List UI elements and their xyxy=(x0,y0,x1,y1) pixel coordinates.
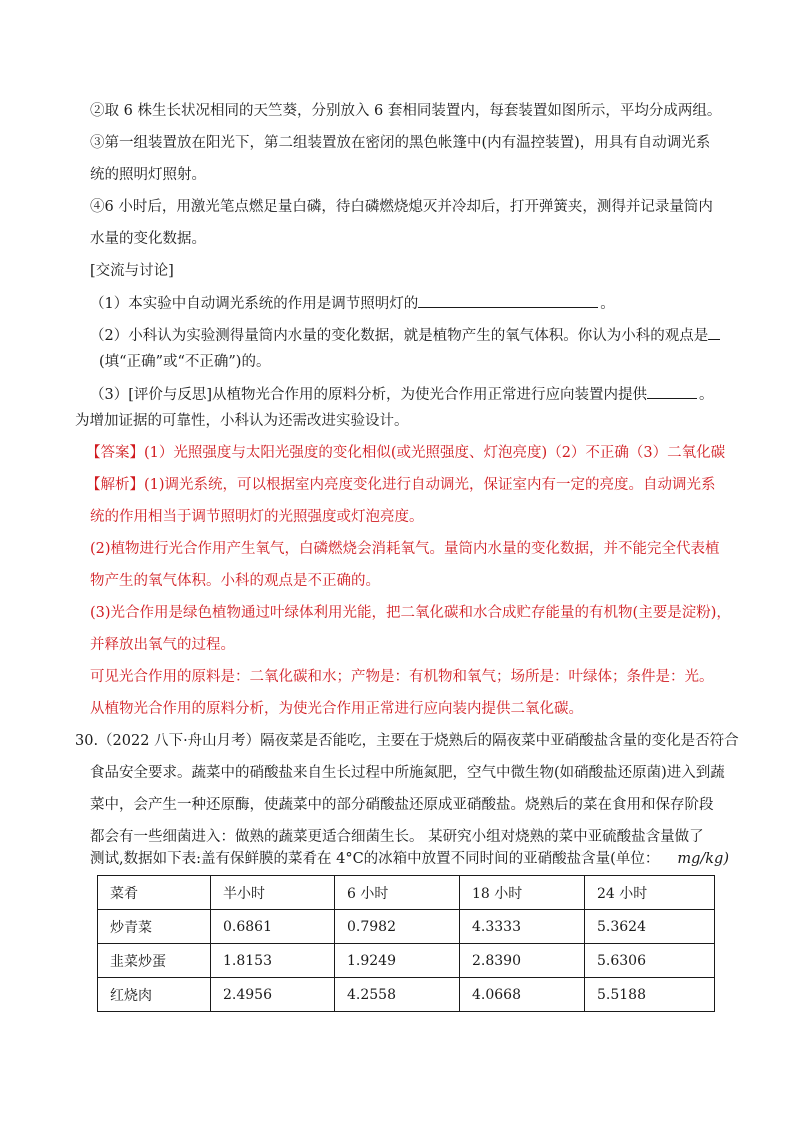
table-cell: 4.3333 xyxy=(460,910,585,944)
step-2: ②取 6 株生长状况相同的天竺葵，分别放入 6 套相同装置内，每套装置如图所示，平均分成两组。 xyxy=(90,103,722,119)
answer-line: 【答案】(1）光照强度与太阳光强度的变化相似(或光照强度、灯泡亮度)（2）不正确（3）二氧化碳 xyxy=(86,445,726,461)
analysis-line-7: 可见光合作用的原料是：二氧化碳和水；产物是：有机物和氧气；场所是：叶绿体；条件是：光。 xyxy=(90,669,714,685)
analysis-line-3: (2)植物进行光合作用产生氧气，白磷燃烧会消耗氧气。量筒内水量的变化数据，并不能完全代表植 xyxy=(90,541,720,557)
table-cell: 0.6861 xyxy=(211,910,335,944)
question-3-text: （3）[评价与反思]从植物光合作用的原料分析，为使光合作用正常进行应向装置内提供 xyxy=(90,387,648,403)
unit-label: mg/kg) xyxy=(677,851,729,867)
table-cell: 炒青菜 xyxy=(98,910,211,944)
table-cell: 4.0668 xyxy=(460,978,585,1012)
step-3-line1: ③第一组装置放在阳光下，第二组装置放在密闭的黑色帐篷中(内有温控装置)，用具有自动调光系 xyxy=(90,135,711,151)
nitrite-table xyxy=(97,875,715,1012)
question-1-text: （1）本实验中自动调光系统的作用是调节照明灯的 xyxy=(90,296,419,312)
question-2-text: （2）小科认为实验测得量筒内水量的变化数据，就是植物产生的氧气体积。你认为小科的观点是 xyxy=(90,328,709,344)
table-cell: 2.8390 xyxy=(460,944,585,978)
question-2-line2: (填“正确”或“不正确”)的。 xyxy=(99,354,271,370)
table-cell: 5.5188 xyxy=(585,978,715,1012)
table-header-cell: 半小时 xyxy=(211,876,335,910)
table-header-cell: 菜肴 xyxy=(98,876,211,910)
question-1-end: 。 xyxy=(600,296,615,312)
analysis-line-5: (3)光合作用是绿色植物通过叶绿体利用光能，把二氧化碳和水合成贮存能量的有机物(主要是淀粉)， xyxy=(90,605,731,621)
analysis-line-4: 物产生的氧气体积。小科的观点是不正确的。 xyxy=(90,573,380,589)
question-3-end: 。 xyxy=(699,387,714,403)
question-3-line2: 为增加证据的可靠性，小科认为还需改进实验设计。 xyxy=(75,413,409,429)
step-4-line1: ④6 小时后，用激光笔点燃足量白磷，待白磷燃烧熄灭并冷却后，打开弹簧夹，测得并记录量筒内 xyxy=(90,199,713,215)
answer-blank-2 xyxy=(708,325,720,340)
table-header-row xyxy=(98,876,715,910)
table-cell: 2.4956 xyxy=(211,978,335,1012)
table-cell: 韭菜炒蛋 xyxy=(98,944,211,978)
step-4-line2: 水量的变化数据。 xyxy=(90,231,206,247)
discussion-heading: [交流与讨论] xyxy=(90,263,174,279)
table-cell: 5.6306 xyxy=(585,944,715,978)
question-30-last-text: 测试,数据如下表:盖有保鲜膜的菜肴在 4°C的冰箱中放置不同时间的亚硝酸盐含量(单位： xyxy=(90,851,660,867)
analysis-line-1: 【解析】(1)调光系统，可以根据室内亮度变化进行自动调光，保证室内有一定的亮度。自动调光系 xyxy=(86,477,716,493)
question-1 xyxy=(90,293,615,314)
answer-blank-1 xyxy=(418,293,598,308)
analysis-line-8: 从植物光合作用的原料分析，为使光合作用正常进行应向装内提供二氧化碳。 xyxy=(90,701,583,717)
table-header-cell: 6 小时 xyxy=(335,876,460,910)
answer-blank-3 xyxy=(647,384,697,399)
table-row xyxy=(98,944,715,978)
question-30-line3: 菜中，会产生一种还原酶，使蔬菜中的部分硝酸盐还原成亚硝酸盐。烧熟后的菜在食用和保存阶段 xyxy=(90,797,714,813)
table-row xyxy=(98,978,715,1012)
table-cell: 0.7982 xyxy=(335,910,460,944)
table-cell: 4.2558 xyxy=(335,978,460,1012)
table-cell: 红烧肉 xyxy=(98,978,211,1012)
step-3-line2: 统的照明灯照射。 xyxy=(90,167,206,183)
table-header-cell: 18 小时 xyxy=(460,876,585,910)
table-header-cell: 24 小时 xyxy=(585,876,715,910)
question-3 xyxy=(90,384,714,405)
table-cell: 1.9249 xyxy=(335,944,460,978)
analysis-line-2: 统的作用相当于调节照明灯的光照强度或灯泡亮度。 xyxy=(90,509,424,525)
question-30-line5 xyxy=(90,849,729,869)
table-cell: 1.8153 xyxy=(211,944,335,978)
table-cell: 5.3624 xyxy=(585,910,715,944)
question-30-line1: 30.（2022 八下·舟山月考）隔夜菜是否能吃，主要在于烧熟后的隔夜菜中亚硝酸盐含量的变化是否符合 xyxy=(75,733,739,749)
question-30-line4: 都会有一些细菌进入：做熟的蔬菜更适合细菌生长。 某研究小组对烧熟的菜中亚硫酸盐含量做了 xyxy=(90,829,704,845)
question-30-line2: 食品安全要求。蔬菜中的硝酸盐来自生长过程中所施氮肥，空气中微生物(如硝酸盐还原菌)进入到蔬 xyxy=(90,765,725,781)
analysis-line-6: 并释放出氧气的过程。 xyxy=(90,637,235,653)
question-2-line1 xyxy=(90,325,720,346)
table-row xyxy=(98,910,715,944)
